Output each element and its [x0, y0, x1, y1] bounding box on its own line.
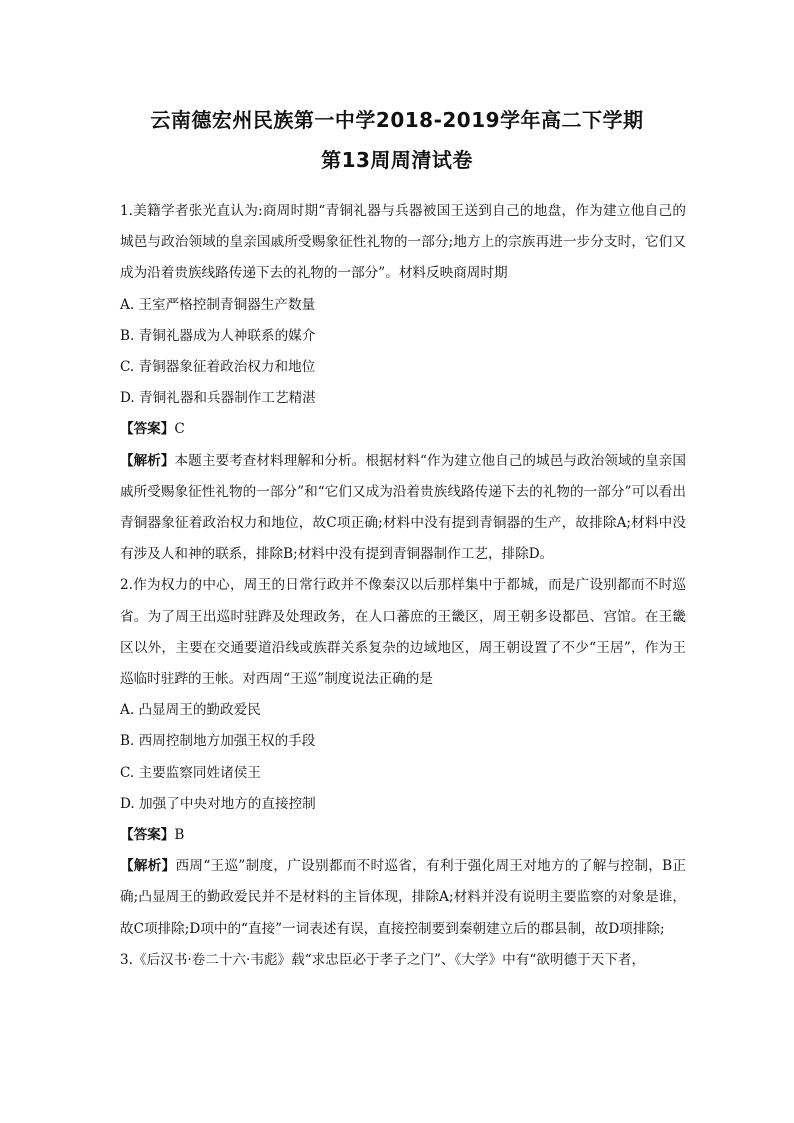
answer-label: 【答案】	[120, 827, 175, 844]
answer-label: 【答案】	[120, 421, 175, 438]
question-2-option-c: C. 主要监察同姓诸侯王	[120, 764, 261, 781]
document-title-line1: 云南德宏州民族第一中学2018-2019学年高二下学期	[150, 108, 644, 132]
question-1-option-a: A. 王室严格控制青铜器生产数量	[120, 296, 316, 313]
question-2-stem: 2.作为权力的中心，周王的日常行政并不像秦汉以后那样集中于都城，而是广设别都而不时巡省。为了周王出巡时驻跸及处理政务，在人口蕃庶的王畿区，周王朝多设都邑、宫馆。在王畿区以外，主要在交通要道沿线或族群关系复杂的边域地区，周王朝设置了不少“王居”，作为王巡临时驻跸的王帐。对西周“王巡”制度说法正确的是	[120, 577, 686, 688]
document-body	[120, 196, 686, 976]
question-2-analysis	[120, 851, 686, 945]
analysis-text: 本题主要考查材料理解和分析。根据材料“作为建立他自己的城邑与政治领域的皇亲国戚所受赐象征性礼物的一部分”和“它们又成为沿着贵族线路传递下去的礼物的一部分”可以看出青铜器象征着政治权力和地位，故C项正确;材料中没有提到青铜器的生产，故排除A;材料中没有涉及人和神的联系，排除B;材料中没有提到青铜器制作工艺，排除D。	[120, 452, 686, 563]
document-title-line2: 第13周周清试卷	[321, 148, 473, 172]
question-1-option-c: C. 青铜器象征着政治权力和地位	[120, 359, 316, 376]
question-1-analysis	[120, 446, 686, 571]
analysis-label: 【解析】	[120, 452, 175, 469]
question-1-option-d: D. 青铜礼器和兵器制作工艺精湛	[120, 390, 316, 407]
question-2-option-a: A. 凸显周王的勤政爱民	[120, 702, 261, 719]
question-1-answer	[120, 414, 686, 445]
question-2-answer	[120, 820, 686, 851]
question-2-option-b: B. 西周控制地方加强王权的手段	[120, 733, 316, 750]
answer-value: B	[174, 827, 185, 844]
question-3-stem: 3.《后汉书·卷二十六·韦彪》载“求忠臣必于孝子之门”、《大学》中有“欲明德于天下者，	[120, 951, 646, 968]
question-1-option-b: B. 青铜礼器成为人神联系的媒介	[120, 327, 316, 344]
answer-value: C	[174, 421, 185, 438]
question-1-stem: 1.美籍学者张光直认为:商周时期“青铜礼器与兵器被国王送到自己的地盘，作为建立他自己的城邑与政治领域的皇亲国戚所受赐象征性礼物的一部分;地方上的宗族再进一步分支时，它们又成为沿着贵族线路传递下去的礼物的一部分”。材料反映商周时期	[120, 203, 686, 282]
analysis-text: 西周“王巡”制度，广设别都而不时巡省，有利于强化周王对地方的了解与控制，B正确;凸显周王的勤政爱民并不是材料的主旨体现，排除A;材料并没有说明主要监察的对象是谁，故C项排除;D项中的“直接”一词表述有误，直接控制要到秦朝建立后的郡县制，故D项排除;	[120, 858, 687, 937]
analysis-label: 【解析】	[120, 858, 176, 875]
question-2-option-d: D. 加强了中央对地方的直接控制	[120, 795, 316, 812]
